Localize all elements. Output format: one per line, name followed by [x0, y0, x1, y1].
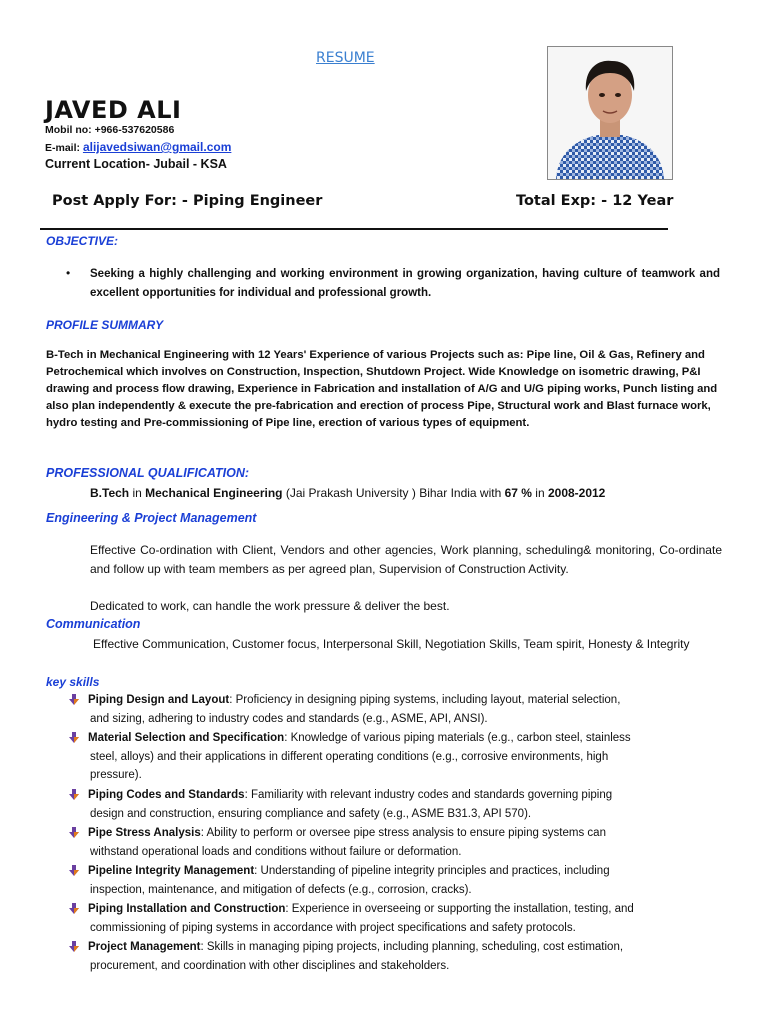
key-skill-description: : Knowledge of various piping materials (e.g., carbon steel, stainless [284, 732, 631, 744]
key-skill-title: Project Management [88, 941, 201, 953]
down-arrow-bullet-icon [68, 865, 80, 877]
key-skill-text [88, 729, 724, 785]
engineering-text: Effective Co-ordination with Client, Vendors and other agencies, Work planning, scheduling& monitoring, Co-ordinate and follow up with team members as per agreed plan, Supervision of Construction Activity. [90, 543, 722, 576]
university: (Jai Prakash University ) Bihar India with [282, 486, 505, 500]
degree-field: Mechanical Engineering [145, 486, 283, 500]
key-skill-item [68, 938, 724, 975]
key-skill-text [88, 938, 724, 975]
email-label: E-mail: [45, 142, 81, 154]
key-skill-item [68, 786, 724, 823]
key-skill-description-continued: and sizing, adhering to industry codes and standards (e.g., ASME, API, ANSI). [90, 712, 488, 725]
engineering-dedication: Dedicated to work, can handle the work pressure & deliver the best. [90, 599, 450, 613]
qualification-heading: PROFESSIONAL QUALIFICATION: [46, 466, 250, 480]
key-skill-description: : Skills in managing piping projects, including planning, scheduling, cost estimation, [200, 941, 624, 953]
resume-title-link[interactable]: RESUME [316, 50, 375, 66]
header-divider [40, 228, 668, 230]
key-skill-text [88, 691, 724, 728]
objective-bullet: • [66, 266, 71, 280]
degree: B.Tech [90, 486, 130, 500]
qualification-years: 2008-2012 [547, 486, 606, 500]
down-arrow-bullet-icon [68, 789, 80, 801]
profile-photo [547, 46, 673, 180]
objective-text: Seeking a highly challenging and working environment in growing organization, having culture of teamwork and excellent opportunities for individual and professional growth. [90, 268, 720, 299]
key-skill-description-continued: inspection, maintenance, and mitigation of defects (e.g., corrosion, cracks). [90, 883, 472, 896]
key-skill-description-continued: design and construction, ensuring compliance and safety (e.g., ASME B31.3, API 570). [90, 807, 532, 820]
key-skill-item [68, 729, 724, 785]
key-skill-title: Pipeline Integrity Management [88, 865, 255, 877]
current-location: Current Location- Jubail - KSA [45, 157, 227, 171]
key-skill-title: Piping Installation and Construction [88, 903, 286, 915]
key-skill-description: : Familiarity with relevant industry codes and standards governing piping [244, 789, 613, 801]
key-skill-description: : Experience in overseeing or supporting the installation, testing, and [285, 903, 634, 915]
key-skills-heading: key skills [46, 675, 100, 689]
key-skill-title: Piping Codes and Standards [88, 789, 245, 801]
engineering-heading: Engineering & Project Management [46, 511, 257, 525]
key-skill-text [88, 900, 724, 937]
key-skill-item [68, 824, 724, 861]
down-arrow-bullet-icon [68, 903, 80, 915]
key-skill-description: : Ability to perform or oversee pipe stress analysis to ensure piping systems can [200, 827, 606, 839]
email-line [45, 140, 231, 154]
key-skill-text [88, 786, 724, 823]
profile-summary-text: B-Tech in Mechanical Engineering with 12 Years' Experience of various Projects such as: Pipe line, Oil & Gas, Refinery and Petrochemical which involves on Construction, Inspection, Shutdown Project. Wide Knowledge on isometric drawing, P&I drawing and process flow drawing, Experience in Fabrication and installation of A/G and U/G piping works, Punch listing and also plan independently & execute the pre-fabrication and erection of process Pipe, Structural work and Blast furnace work, hydro testing and Pre-commissioning of Pipe line, erection of various types of equipment. [46, 349, 718, 429]
key-skill-description-continued: withstand operational loads and conditions without failure or deformation. [90, 845, 462, 858]
score: 67 % [504, 486, 532, 500]
down-arrow-bullet-icon [68, 732, 80, 744]
key-skill-description-continued: procurement, and coordination with other disciplines and stakeholders. [90, 959, 450, 972]
total-experience: Total Exp: - 12 Year [516, 193, 674, 209]
key-skill-description: : Understanding of pipeline integrity principles and practices, including [254, 865, 610, 877]
down-arrow-bullet-icon [68, 827, 80, 839]
objective-heading: OBJECTIVE: [46, 234, 119, 248]
key-skill-description-continued: commissioning of piping systems in accordance with project specifications and safety protocols. [90, 921, 576, 934]
profile-summary-heading: PROFILE SUMMARY [46, 318, 164, 332]
key-skill-text [88, 824, 724, 861]
phone-line [45, 124, 174, 136]
candidate-name: JAVED ALI [45, 96, 182, 124]
email-link[interactable]: alijavedsiwan@gmail.com [82, 140, 232, 154]
qualification-in-1: in [129, 486, 146, 500]
qualification-in-2: in [531, 486, 548, 500]
key-skill-item [68, 691, 724, 728]
key-skill-title: Pipe Stress Analysis [88, 827, 201, 839]
phone-number: +966-537620586 [94, 124, 175, 136]
down-arrow-bullet-icon [68, 694, 80, 706]
key-skill-description-continued: pressure). [90, 769, 142, 781]
key-skill-description: : Proficiency in designing piping systems, including layout, material selection, [229, 694, 621, 706]
post-apply-for: Post Apply For: - Piping Engineer [52, 193, 323, 209]
qualification-line [90, 485, 730, 502]
communication-text: Effective Communication, Customer focus, Interpersonal Skill, Negotiation Skills, Team spirit, Honesty & Integrity [93, 637, 690, 651]
key-skill-item [68, 862, 724, 899]
communication-heading: Communication [46, 617, 141, 631]
key-skill-title: Material Selection and Specification [88, 732, 285, 744]
key-skill-item [68, 900, 724, 937]
key-skill-title: Piping Design and Layout [88, 694, 230, 706]
phone-label: Mobil no: [45, 124, 92, 136]
key-skill-text [88, 862, 724, 899]
down-arrow-bullet-icon [68, 941, 80, 953]
key-skill-description-continued: steel, alloys) and their applications in different operating conditions (e.g., corrosive environments, high [90, 750, 609, 763]
